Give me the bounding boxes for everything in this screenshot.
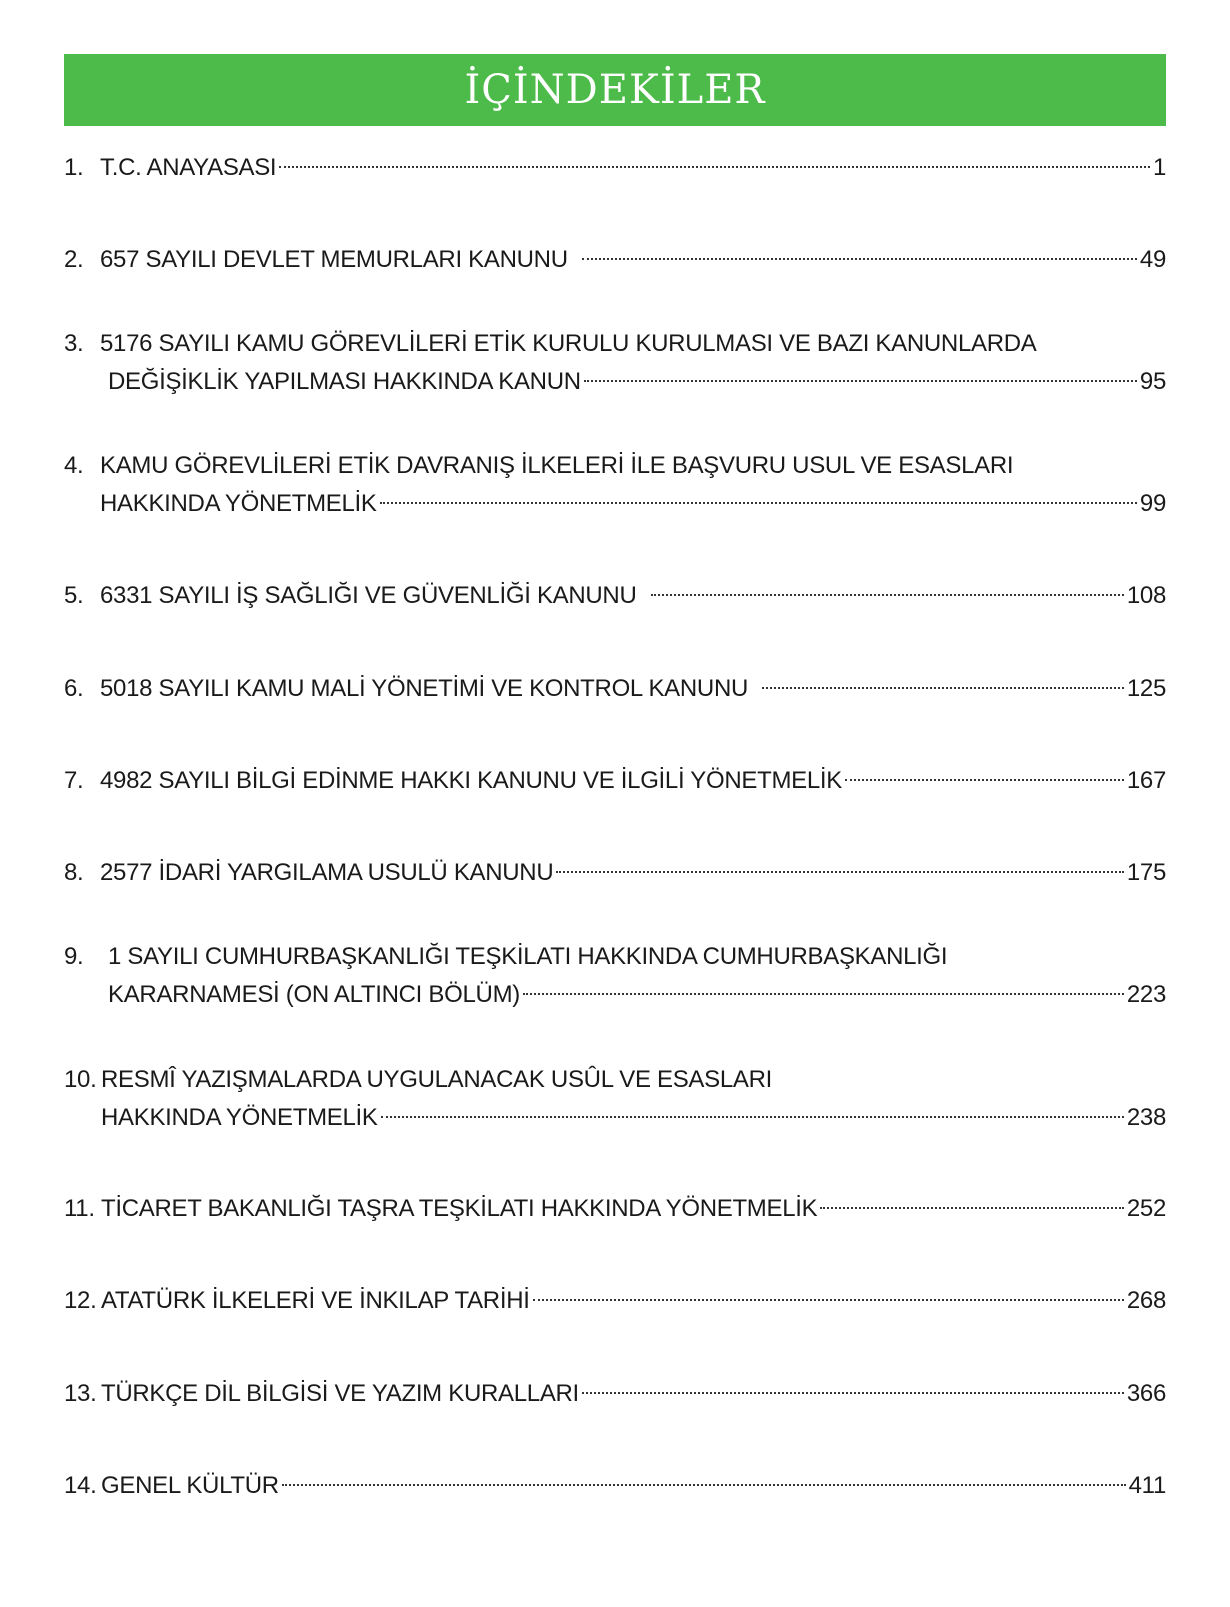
toc-header [64,54,1166,126]
entry-title: RESMÎ YAZIŞMALARDA UYGULANACAK USÛL VE ESASLARI [101,1066,773,1093]
entry-title: 657 SAYILI DEVLET MEMURLARI KANUNU [100,246,568,273]
entry-number: 7. [64,767,84,794]
entry-title-continued: DEĞİŞİKLİK YAPILMASI HAKKINDA KANUN [108,368,581,395]
entry-title: 4982 SAYILI BİLGİ EDİNME HAKKI KANUNU VE İLGİLİ YÖNETMELİK [100,767,842,794]
dot-leader [279,145,1150,175]
entry-page-number: 268 [1126,1287,1166,1314]
entry-page-number: 175 [1126,859,1166,886]
toc-entry-11[interactable] [64,1186,1166,1224]
entry-title: T.C. ANAYASASI [100,154,277,181]
entry-title: GENEL KÜLTÜR [101,1472,279,1499]
dot-leader [762,666,1124,696]
entry-number: 11. [64,1195,95,1222]
entry-title: TÜRKÇE DİL BİLGİSİ VE YAZIM KURALLARI [101,1380,579,1407]
entry-title: 2577 İDARİ YARGILAMA USULÜ KANUNU [100,859,554,886]
entry-page-number: 252 [1126,1195,1166,1222]
dot-leader [582,1371,1124,1401]
dot-leader [282,1463,1126,1493]
entry-page-number: 366 [1126,1380,1166,1407]
toc-entry-4[interactable] [64,451,1166,519]
entry-number: 2. [64,246,84,273]
toc-entry-5[interactable] [64,573,1166,611]
entry-number: 14. [64,1472,97,1499]
toc-entry-8[interactable] [64,850,1166,888]
entry-title: ATATÜRK İLKELERİ VE İNKILAP TARİHİ [101,1287,530,1314]
entry-title: KAMU GÖREVLİLERİ ETİK DAVRANIŞ İLKELERİ İLE BAŞVURU USUL VE ESASLARI [100,452,1014,479]
toc-entry-6[interactable] [64,666,1166,704]
entry-title: 5018 SAYILI KAMU MALİ YÖNETİMİ VE KONTROL KANUNU [100,675,749,702]
entry-title-continued: HAKKINDA YÖNETMELİK [101,1104,378,1131]
table-of-contents [64,140,1166,1520]
toc-entry-12[interactable] [64,1278,1166,1316]
toc-entry-2[interactable] [64,237,1166,275]
dot-leader [820,1186,1124,1216]
entry-page-number: 223 [1126,981,1166,1008]
entry-title: 1 SAYILI CUMHURBAŞKANLIĞI TEŞKİLATI HAKKINDA CUMHURBAŞKANLIĞI [108,943,948,970]
entry-number: 4. [64,452,84,479]
dot-leader [533,1278,1124,1308]
entry-page-number: 167 [1126,767,1166,794]
toc-entry-1[interactable] [64,145,1166,183]
entry-page-number: 95 [1139,368,1166,395]
dot-leader [651,573,1124,603]
entry-title: 6331 SAYILI İŞ SAĞLIĞI VE GÜVENLİĞİ KANUNU [100,582,637,609]
entry-page-number: 99 [1139,490,1166,517]
toc-entry-10[interactable] [64,1065,1166,1133]
dot-leader [582,237,1137,267]
entry-title: 5176 SAYILI KAMU GÖREVLİLERİ ETİK KURULU KURULMASI VE BAZI KANUNLARDA [100,330,1037,357]
entry-number: 10. [64,1066,97,1093]
entry-number: 9. [64,943,84,970]
dot-leader [381,1095,1124,1125]
dot-leader [523,972,1124,1002]
toc-entry-3[interactable] [64,329,1166,397]
entry-title-continued: HAKKINDA YÖNETMELİK [100,490,377,517]
dot-leader [584,359,1137,389]
entry-page-number: 1 [1152,154,1166,181]
entry-title: TİCARET BAKANLIĞI TAŞRA TEŞKİLATI HAKKINDA YÖNETMELİK [101,1195,818,1222]
entry-title-continued: KARARNAMESİ (ON ALTINCI BÖLÜM) [108,981,520,1008]
toc-entry-7[interactable] [64,758,1166,796]
entry-page-number: 49 [1139,246,1166,273]
entry-page-number: 125 [1126,675,1166,702]
dot-leader [556,850,1123,880]
page-title: İÇİNDEKİLER [464,67,766,113]
entry-number: 6. [64,675,84,702]
entry-page-number: 411 [1128,1472,1166,1499]
entry-number: 12. [64,1287,97,1314]
entry-number: 3. [64,330,84,357]
toc-entry-13[interactable] [64,1371,1166,1409]
toc-entry-14[interactable] [64,1463,1166,1501]
entry-number: 13. [64,1380,97,1407]
dot-leader [380,481,1137,511]
dot-leader [845,758,1124,788]
toc-entry-9[interactable] [64,942,1166,1010]
entry-number: 1. [64,154,84,181]
entry-number: 5. [64,582,84,609]
entry-page-number: 238 [1126,1104,1166,1131]
entry-number: 8. [64,859,84,886]
entry-page-number: 108 [1126,582,1166,609]
